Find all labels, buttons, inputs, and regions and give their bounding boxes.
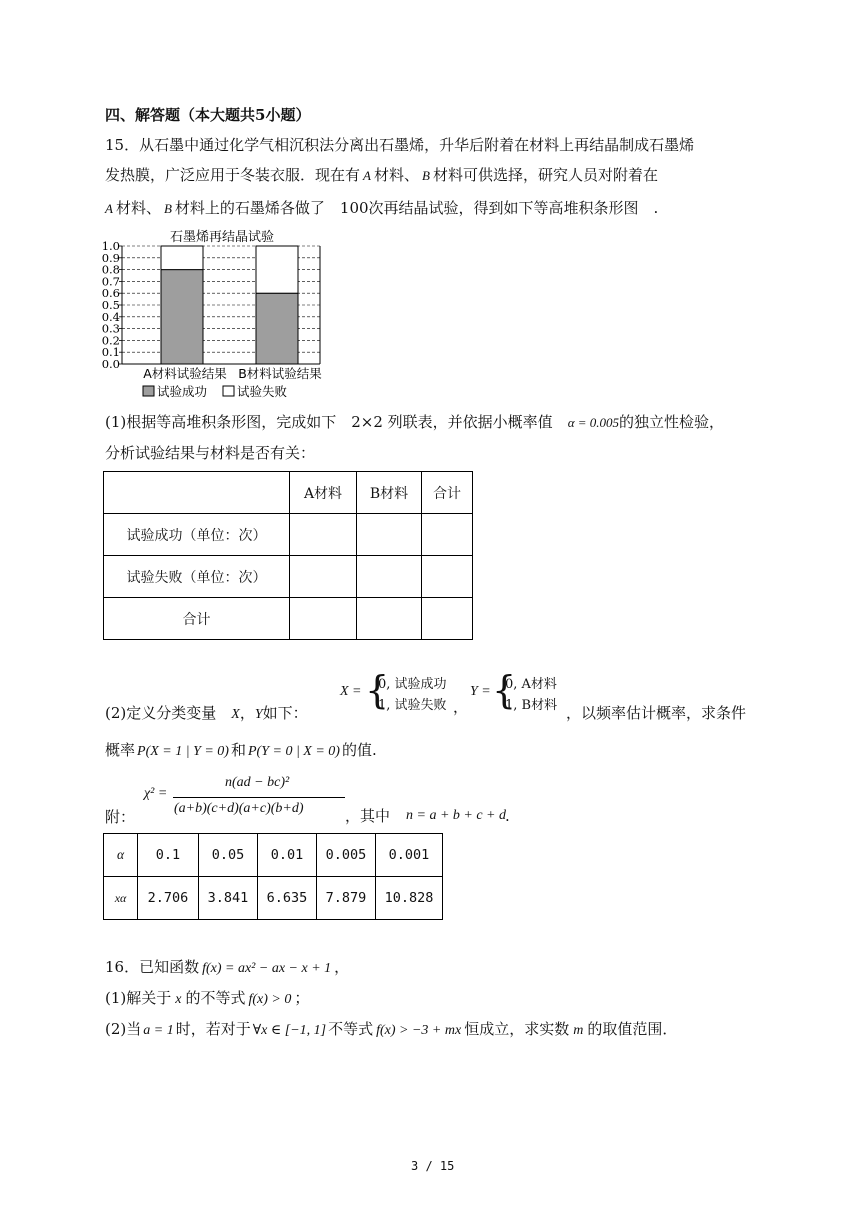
table-cell: 0.05 <box>199 834 258 877</box>
part2-text-b: 如下： <box>262 704 308 722</box>
q15-line1: 15．从石墨中通过化学气相沉积法分离出石墨烯，升华后附着在材料上再结晶制成石墨烯 <box>105 136 695 154</box>
y-tick-label: 1.0 <box>101 239 120 253</box>
table-row-label: 试验成功（单位：次） <box>104 514 290 556</box>
table-cell <box>422 514 473 556</box>
material-a-symbol-2: A <box>105 201 113 216</box>
table-cell <box>357 556 422 598</box>
table-cell <box>290 598 357 640</box>
q15-part2-line1-left <box>105 703 308 725</box>
bar-segment <box>256 246 298 293</box>
material-b-symbol: B <box>421 168 430 183</box>
y-def-case2: 1, B材料 <box>505 698 558 713</box>
part1-text-b: 的独立性检验， <box>619 413 725 431</box>
table-header-cell: 合计 <box>422 472 473 514</box>
n-period: . <box>505 807 510 825</box>
q16-part2-c: 不等式 <box>328 1020 374 1038</box>
table-row-label: 合计 <box>104 598 290 640</box>
y-tick-label: 0.5 <box>101 298 120 312</box>
var-x: x <box>175 992 182 1007</box>
table-header-row <box>104 472 473 514</box>
and-text: 和 <box>230 741 246 759</box>
left-brace-icon: { <box>492 668 517 712</box>
chi-numerator: n(ad − bc)² <box>225 775 290 790</box>
bar-segment <box>161 246 203 270</box>
chi-where-text: ，其中 <box>345 807 391 825</box>
stacked-bar-chart <box>100 226 340 402</box>
y-tick-label: 0.8 <box>101 262 120 277</box>
q15-line3-a: 材料、 <box>115 199 161 217</box>
q16-part2-d: 恒成立，求实数 <box>464 1020 570 1038</box>
q16-text-a: 16．已知函数 <box>105 958 200 976</box>
function-definition: f(x) = ax² − ax − x + 1 <box>202 961 332 976</box>
q16-part2-e: 的取值范围． <box>587 1020 678 1038</box>
q16-part1-a: (1)解关于 <box>105 989 172 1007</box>
table-header-cell <box>104 472 290 514</box>
table-cell: 0.1 <box>138 834 199 877</box>
table-cell: 0.001 <box>376 834 443 877</box>
q15-line2-text: 发热膜，广泛应用于冬装衣服．现在有 <box>105 166 361 184</box>
q16-part2-a: (2)当 <box>105 1020 142 1038</box>
inequality: f(x) > 0 <box>248 992 292 1007</box>
q16-part1-c: ； <box>294 989 310 1007</box>
section-title: 四、解答题（本大题共5小题） <box>105 106 311 124</box>
material-a-symbol: A <box>363 168 371 183</box>
y-def-case1: 0, A材料 <box>505 677 557 692</box>
y-tick-label: 0.9 <box>101 250 120 265</box>
legend-label: 试验成功 <box>157 384 208 399</box>
part2-text-a: (2)定义分类变量 <box>105 704 232 722</box>
x-def-comma: ， <box>453 698 469 716</box>
inequality-2: f(x) > −3 + mx <box>376 1023 462 1038</box>
table-cell <box>422 556 473 598</box>
table-cell: α <box>104 834 138 877</box>
left-brace-icon: { <box>365 668 390 712</box>
table-row <box>104 514 473 556</box>
table-cell: 7.879 <box>317 877 376 920</box>
var-m: m <box>573 1023 584 1038</box>
legend-swatch <box>143 386 154 396</box>
var-x: X <box>231 707 240 722</box>
part2-line2-a: 概率 <box>105 741 136 759</box>
fraction-bar <box>173 797 345 798</box>
q15-line2-mid: 材料、 <box>373 166 419 184</box>
table-header-cell: B材料 <box>357 472 422 514</box>
x-category-label: A材料试验结果 <box>143 366 227 381</box>
table-cell <box>290 514 357 556</box>
table-cell: 6.635 <box>258 877 317 920</box>
table-cell <box>290 556 357 598</box>
y-tick-label: 0.2 <box>101 333 120 348</box>
table-cell: 2.706 <box>138 877 199 920</box>
q15-line3 <box>105 198 658 219</box>
part1-text-a: (1)根据等高堆积条形图，完成如下 2×2 列联表，并依据小概率值 <box>105 413 568 431</box>
table-cell <box>357 598 422 640</box>
y-tick-label: 0.0 <box>101 357 120 371</box>
chi-lhs: χ² = <box>144 786 168 801</box>
y-tick-label: 0.7 <box>101 274 120 289</box>
x-def-lhs: X = <box>340 684 362 699</box>
table-row <box>104 556 473 598</box>
part2-comma: ， <box>239 704 255 722</box>
q15-line2 <box>105 165 658 186</box>
q15-part1-line1 <box>105 412 724 433</box>
material-b-symbol-2: B <box>163 201 172 216</box>
part2-line2-b: 的值. <box>341 741 377 759</box>
x-def-case1: 0, 试验成功 <box>378 677 447 692</box>
q16-line1 <box>105 957 349 979</box>
y-def-lhs: Y = <box>470 684 491 699</box>
x-category-label: B材料试验结果 <box>238 366 322 381</box>
y-tick-label: 0.6 <box>101 286 120 301</box>
condition: a = 1 <box>143 1023 174 1038</box>
prob-expression-1: P(X = 1 | Y = 0) <box>137 744 229 759</box>
table-row-label: 试验失败（单位：次） <box>104 556 290 598</box>
table-cell <box>357 514 422 556</box>
q15-part1-line2: 分析试验结果与材料是否有关： <box>105 444 316 462</box>
y-tick-label: 0.4 <box>101 309 120 324</box>
contingency-table <box>103 471 473 640</box>
table-cell: 3.841 <box>199 877 258 920</box>
table-cell: 0.005 <box>317 834 376 877</box>
q16-line2 <box>105 988 309 1010</box>
table-cell: xα <box>104 877 138 920</box>
table-cell: 0.01 <box>258 834 317 877</box>
legend-label: 试验失败 <box>237 384 288 399</box>
y-tick-label: 0.3 <box>101 321 120 336</box>
table-row <box>104 834 443 877</box>
q15-line2-end: 材料可供选择，研究人员对附着在 <box>432 166 658 184</box>
y-tick-label: 0.1 <box>101 345 120 360</box>
critical-values-table <box>103 833 443 920</box>
q16-part1-b: 的不等式 <box>185 989 246 1007</box>
x-def-case2: 1, 试验失败 <box>378 698 447 713</box>
table-header-cell: A材料 <box>290 472 357 514</box>
q15-part2-line2 <box>105 740 377 762</box>
var-y: Y <box>254 707 263 722</box>
q16-part2-b: 时，若对于 <box>175 1020 251 1038</box>
q15-part2-line1-right: ，以频率估计概率，求条件 <box>566 704 747 722</box>
table-row <box>104 598 473 640</box>
page-number: 3 / 15 <box>411 1159 455 1173</box>
chart-title: 石墨烯再结晶试验 <box>169 230 275 245</box>
alpha-value: α = 0.005 <box>567 415 620 430</box>
table-cell: 10.828 <box>376 877 443 920</box>
forall-expression: ∀x ∈ [−1, 1] <box>252 1023 327 1038</box>
prob-expression-2: P(Y = 0 | X = 0) <box>248 744 340 759</box>
legend-swatch <box>223 386 234 396</box>
q15-line3-b: 材料上的石墨烯各做了 100次再结晶试验，得到如下等高堆积条形图 . <box>174 199 659 217</box>
bar-segment <box>161 270 203 364</box>
table-row <box>104 877 443 920</box>
table-cell <box>422 598 473 640</box>
chi-denominator: (a+b)(c+d)(a+c)(b+d) <box>174 801 304 816</box>
appendix-label: 附： <box>105 808 136 826</box>
q16-line3 <box>105 1019 677 1041</box>
bar-segment <box>256 293 298 364</box>
n-definition: n = a + b + c + d <box>406 808 507 823</box>
q16-text-b: ， <box>334 958 350 976</box>
